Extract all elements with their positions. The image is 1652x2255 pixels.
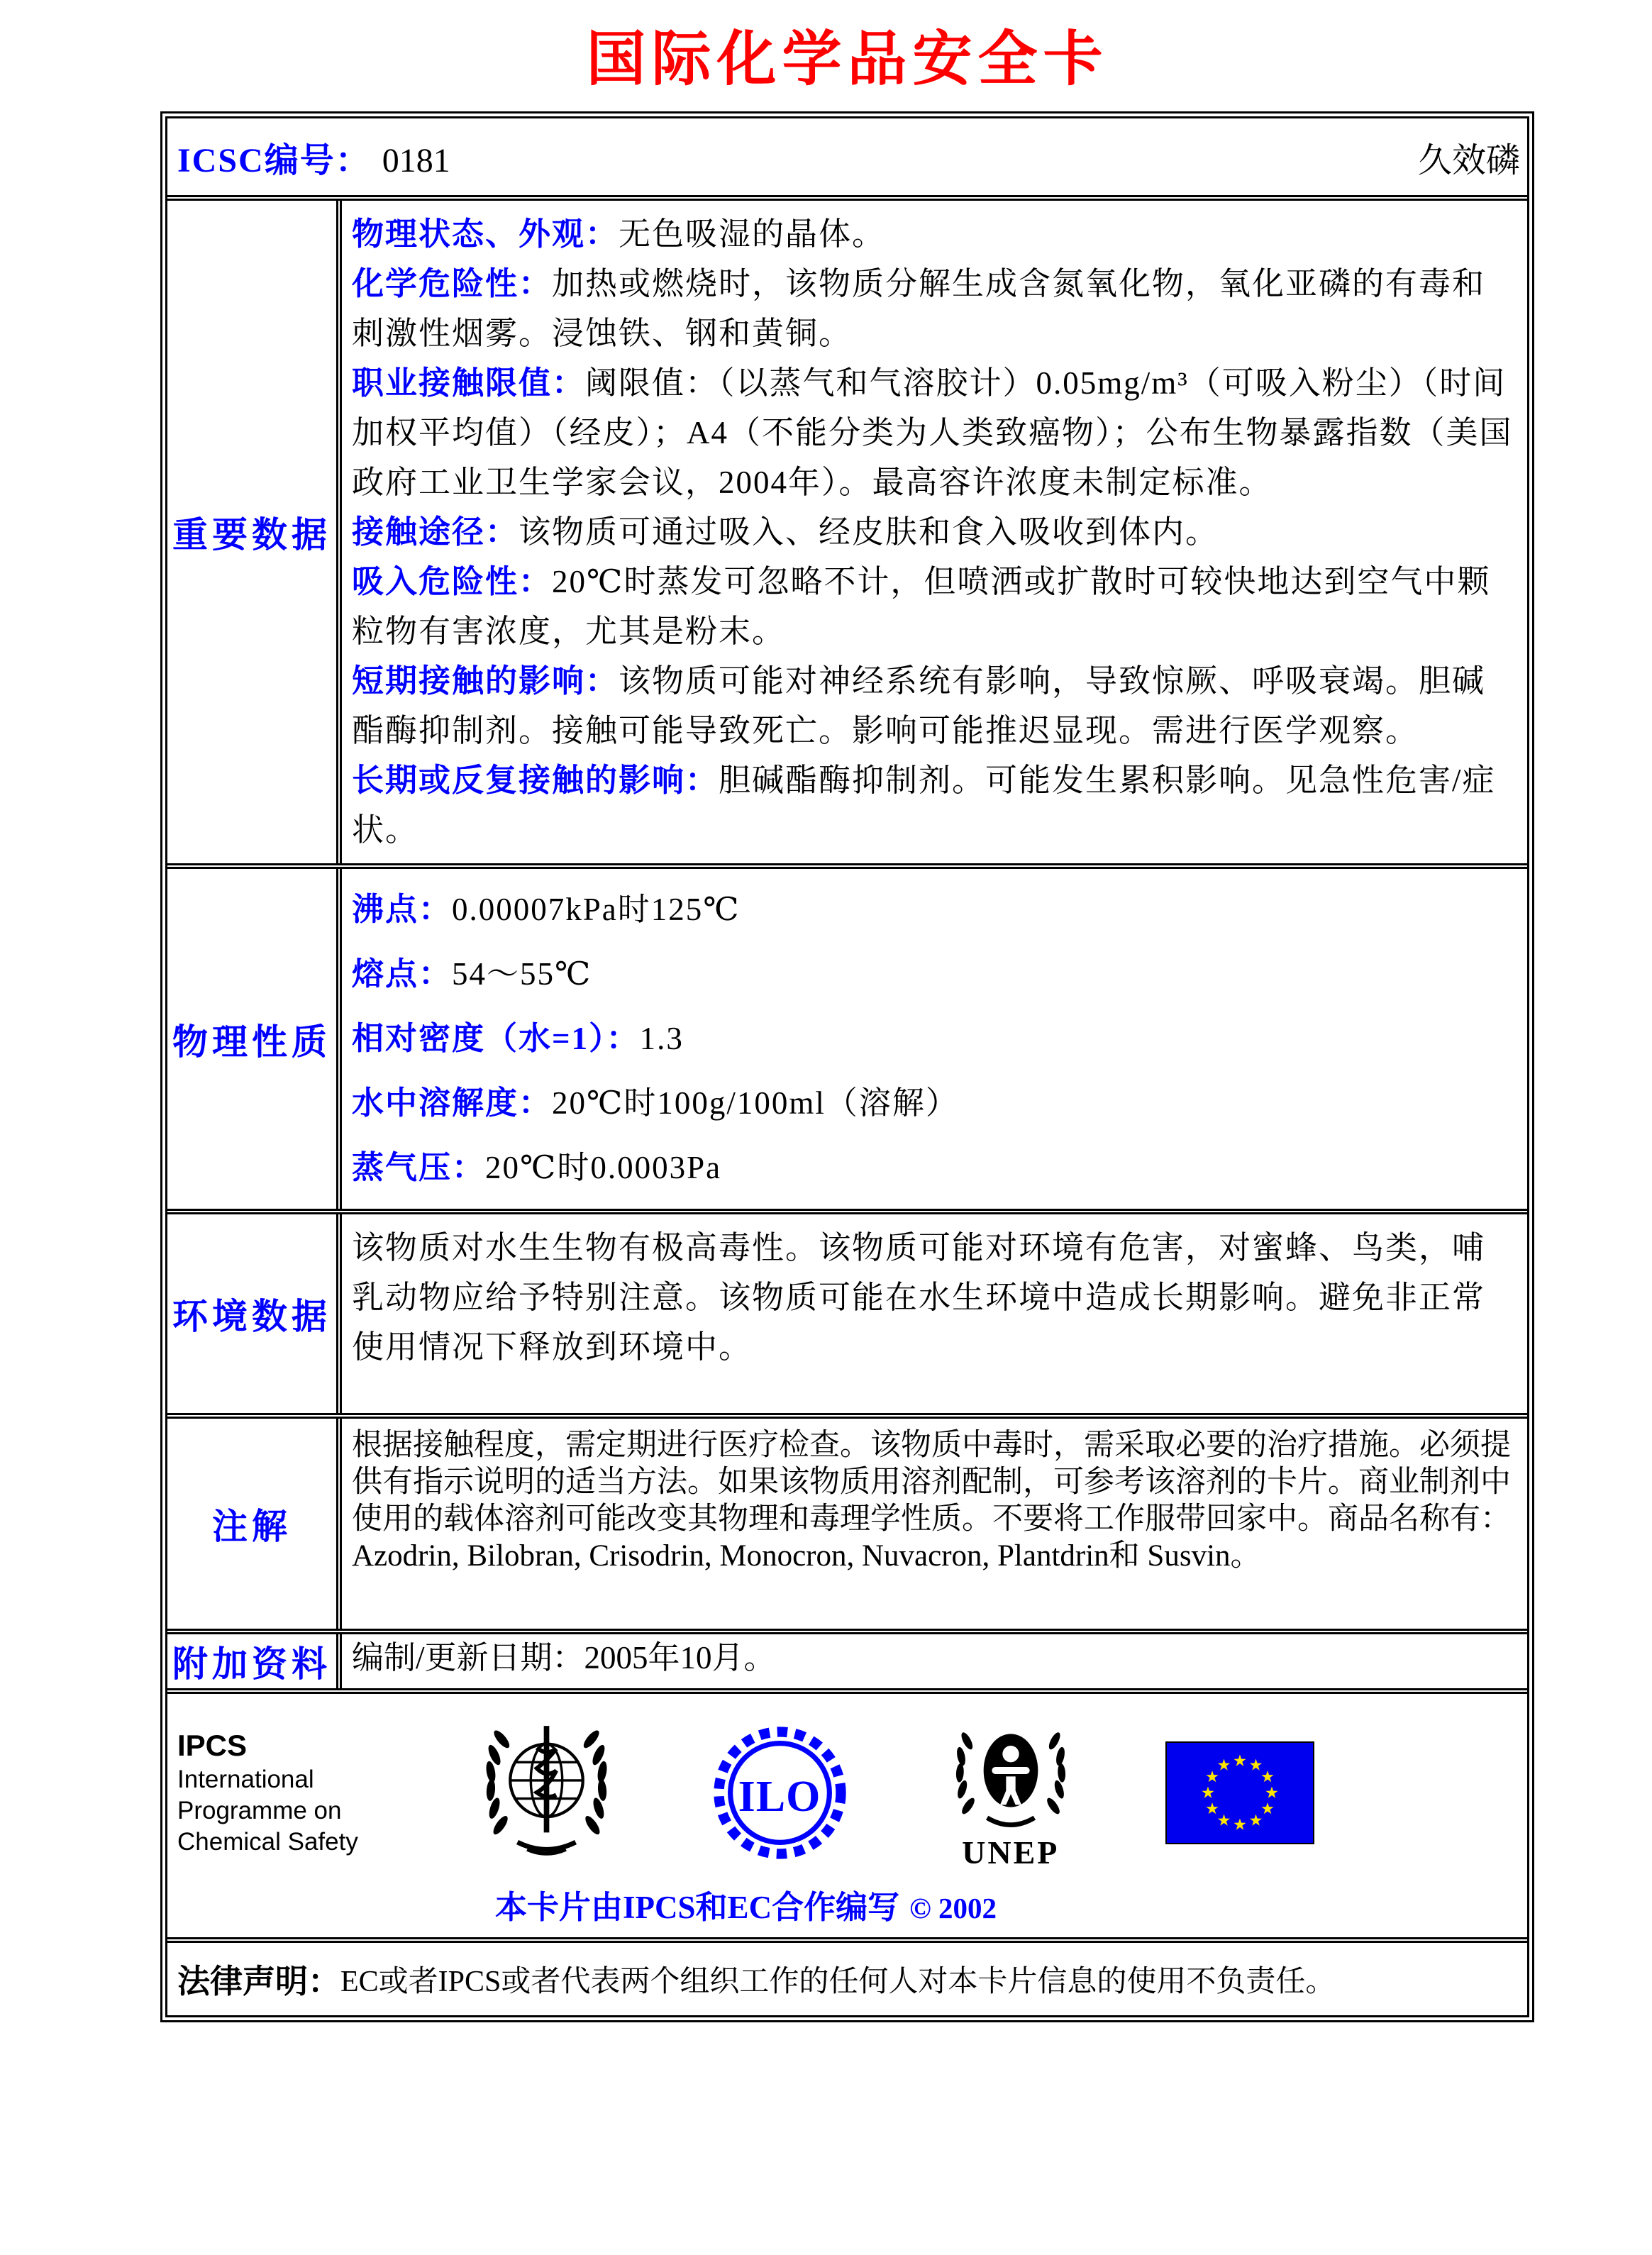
cooperation-caption-text: 本卡片由IPCS和EC合作编写 xyxy=(495,1890,900,1925)
data-item: 熔点：54～55℃ xyxy=(352,956,592,992)
ipcs-line-3: Chemical Safety xyxy=(177,1828,358,1856)
icsc-card-table xyxy=(160,111,1534,2022)
legal-disclaimer-text: EC或者IPCS或者代表两个组织工作的任何人对本卡片信息的使用不负责任。 xyxy=(340,1966,1336,1998)
chemical-name: 久效磷 xyxy=(1417,141,1520,179)
ipcs-line-2: Programme on xyxy=(177,1797,342,1824)
copyright-text: © 2002 xyxy=(909,1892,997,1924)
unep-logo-text: UNEP xyxy=(962,1834,1060,1871)
important-data-row xyxy=(167,195,1527,863)
notes-text: 根据接触程度，需定期进行医疗检查。该物质中毒时，需采取必要的治疗措施。必须提供有指示说明的适当方法。如果该物质用溶剂配制，可参考该溶剂的卡片。商业制剂中使用的载体溶剂可能改变其物理和毒理学性质。不要将工作服带回家中。商品名称有：Azodrin, Bilobran, Crisodrin, Monocron, Nuvacron, Plantdrin和 Susvin。 xyxy=(352,1429,1511,1573)
physical-properties-content xyxy=(342,869,1527,1209)
logos-row xyxy=(167,1688,1527,1937)
header-row xyxy=(167,118,1527,195)
data-item: 蒸气压：20℃时0.0003Pa xyxy=(352,1150,722,1185)
data-item: 职业接触限值：阈限值：（以蒸气和气溶胶计）0.05mg/m³（可吸入粉尘）（时间加权平均值）（经皮）；A4（不能分类为人类致癌物）；公布生物暴露指数（美国政府工业卫生学家会议，2004年）。最高容许浓度未制定标准。 xyxy=(352,365,1513,500)
physical-properties-row xyxy=(167,863,1527,1209)
environmental-data-row xyxy=(167,1209,1527,1413)
legal-disclaimer-label: 法律声明： xyxy=(177,1963,340,2000)
additional-info-content xyxy=(342,1634,1527,1688)
row-label-additional-info: 附加资料 xyxy=(167,1634,342,1688)
data-item: 沸点：0.00007kPa时125℃ xyxy=(352,892,741,927)
data-item: 相对密度（水=1）：1.3 xyxy=(352,1021,684,1056)
legal-disclaimer-row xyxy=(167,1937,1527,2015)
important-data-content xyxy=(342,201,1527,863)
notes-row xyxy=(167,1413,1527,1629)
ilo-logo-text: ILO xyxy=(738,1772,821,1821)
environmental-data-content xyxy=(342,1214,1527,1413)
notes-content xyxy=(342,1419,1527,1629)
icsc-number-label: ICSC编号： xyxy=(177,141,371,179)
ipcs-text-block xyxy=(177,1727,390,1858)
ilo-logo-icon xyxy=(704,1717,856,1869)
data-item: 物理状态、外观：无色吸湿的晶体。 xyxy=(352,216,886,252)
data-item: 长期或反复接触的影响：胆碱酯酶抑制剂。可能发生累积影响。见急性危害/症状。 xyxy=(352,763,1496,848)
icsc-number-value: 0181 xyxy=(382,141,450,179)
row-label-important-data: 重要数据 xyxy=(167,201,342,863)
data-item: 接触途径：该物质可通过吸入、经皮肤和食入吸收到体内。 xyxy=(352,514,1219,550)
environmental-data-text: 该物质对水生生物有极高毒性。该物质可能对环境有危害，对蜜蜂、鸟类，哺乳动物应给予特别注意。该物质可能在水生环境中造成长期影响。避免非正常使用情况下释放到环境中。 xyxy=(352,1230,1486,1365)
data-item: 化学危险性：加热或燃烧时，该物质分解生成含氮氧化物，氧化亚磷的有毒和刺激性烟雾。浸蚀铁、钢和黄铜。 xyxy=(352,266,1486,351)
page-title: 国际化学品安全卡 xyxy=(586,27,1109,93)
data-item: 短期接触的影响：该物质可能对神经系统有影响，导致惊厥、呼吸衰竭。胆碱酯酶抑制剂。接触可能导致死亡。影响可能推迟显现。需进行医学观察。 xyxy=(352,663,1486,748)
row-label-physical-properties: 物理性质 xyxy=(167,869,342,1209)
additional-info-row xyxy=(167,1629,1527,1688)
eu-flag-icon xyxy=(1165,1741,1314,1844)
ipcs-line-1: International xyxy=(177,1766,314,1793)
icsc-number-group xyxy=(177,133,450,182)
logos-line xyxy=(177,1714,1314,1871)
cooperation-caption xyxy=(177,1881,1314,1927)
unep-logo-icon xyxy=(940,1714,1082,1871)
data-item: 水中溶解度：20℃时100g/100ml（溶解） xyxy=(352,1085,959,1121)
ipcs-acronym: IPCS xyxy=(177,1729,248,1762)
additional-info-text: 编制/更新日期：2005年10月。 xyxy=(352,1640,776,1675)
data-item: 吸入危险性：20℃时蒸发可忽略不计，但喷洒或扩散时可较快地达到空气中颗粒物有害浓度，尤其是粉末。 xyxy=(352,564,1491,649)
row-label-environmental-data: 环境数据 xyxy=(167,1214,342,1413)
who-logo-icon xyxy=(474,1714,619,1871)
row-label-notes: 注解 xyxy=(167,1419,342,1629)
